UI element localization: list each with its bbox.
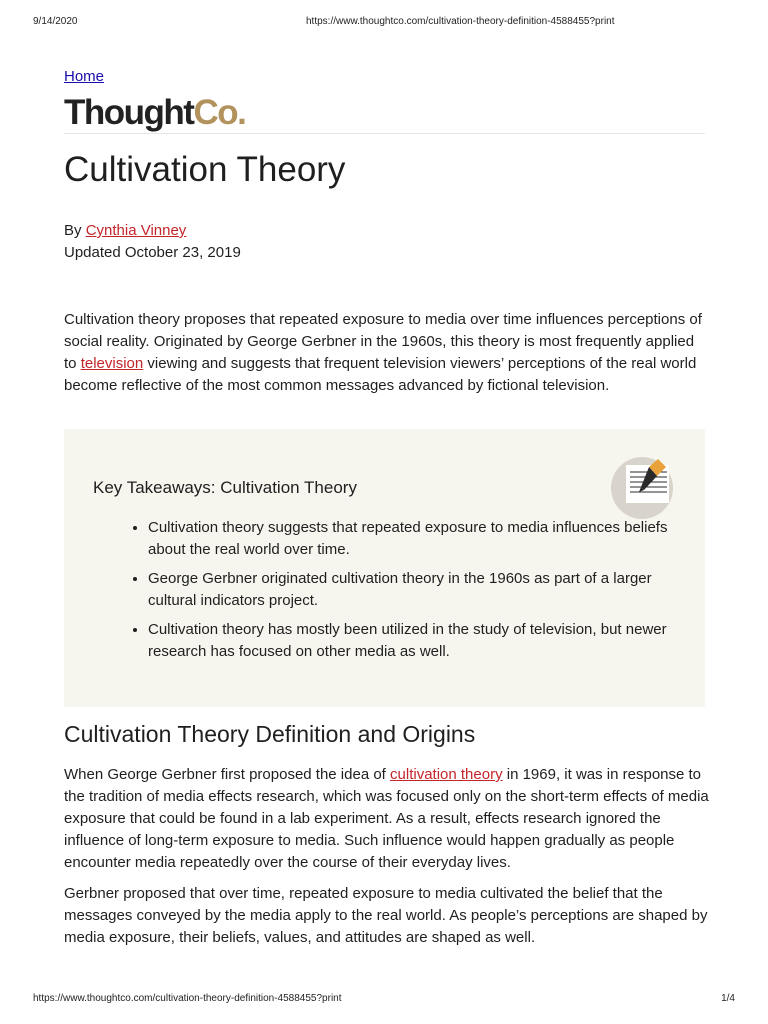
page-title: Cultivation Theory — [64, 150, 346, 189]
print-header — [33, 16, 735, 30]
page-number: 1/4 — [721, 993, 735, 1004]
p1-text-after: in 1969, it was in response to the tradition of media effects research, which was focused only on the short-term effects of media exposure that could be found in a lab experiment. As a result, effects research ignored the influence of long-term exposure to media. Such influence would happen gradually as people encounter media repeatedly over the course of their everyday lives. — [64, 766, 709, 871]
logo-text-main: Thought — [64, 93, 194, 132]
takeaway-item: • Cultivation theory has mostly been utilized in the study of television, but newer research has focused on other media as well. — [148, 619, 668, 663]
intro-text-before: Cultivation theory proposes that repeated exposure to media over time influences perceptions of social reality. Originated by George Gerbner in the 1960s, this theory is most frequently applied to — [64, 311, 702, 372]
key-takeaways-box — [64, 429, 705, 707]
body-paragraph-1 — [64, 764, 709, 874]
print-footer — [33, 993, 735, 1007]
takeaways-heading: Key Takeaways: Cultivation Theory — [93, 478, 357, 497]
takeaways-list — [124, 517, 668, 670]
television-link[interactable]: television — [80, 355, 144, 372]
body-paragraph-2: Gerbner proposed that over time, repeated exposure to media cultivated the belief that the messages conveyed by the media apply to the real world. As people’s perceptions are shaped by media exposure, their beliefs, values, and attitudes are shaped as well. — [64, 885, 708, 946]
header-divider — [64, 133, 705, 134]
logo-text-accent: Co. — [193, 93, 246, 132]
updated-date: Updated October 23, 2019 — [64, 244, 241, 261]
print-footer-url: https://www.thoughtco.com/cultivation-theory-definition-4588455?print — [33, 993, 342, 1004]
cultivation-theory-link[interactable]: cultivation theory — [390, 766, 503, 783]
by-label: By — [64, 222, 86, 239]
print-date: 9/14/2020 — [33, 16, 78, 27]
takeaway-item: • Cultivation theory suggests that repeated exposure to media influences beliefs about the real world over time. — [148, 517, 668, 561]
intro-text-after: viewing and suggests that frequent television viewers’ perceptions of the real world become reflective of the most common messages advanced by fictional television. — [64, 355, 697, 394]
print-header-url: https://www.thoughtco.com/cultivation-theory-definition-4588455?print — [306, 16, 615, 27]
home-link[interactable]: Home — [64, 68, 105, 85]
takeaway-item: • George Gerbner originated cultivation theory in the 1960s as part of a larger cultural indicators project. — [148, 568, 668, 612]
author-link[interactable]: Cynthia Vinney — [85, 222, 187, 239]
section-heading: Cultivation Theory Definition and Origins — [64, 721, 476, 747]
p1-text-before: When George Gerbner first proposed the idea of — [64, 766, 391, 783]
notepad-pencil-icon — [611, 455, 677, 521]
thoughtco-logo[interactable] — [64, 93, 245, 133]
intro-paragraph — [64, 309, 709, 397]
byline — [64, 222, 186, 239]
